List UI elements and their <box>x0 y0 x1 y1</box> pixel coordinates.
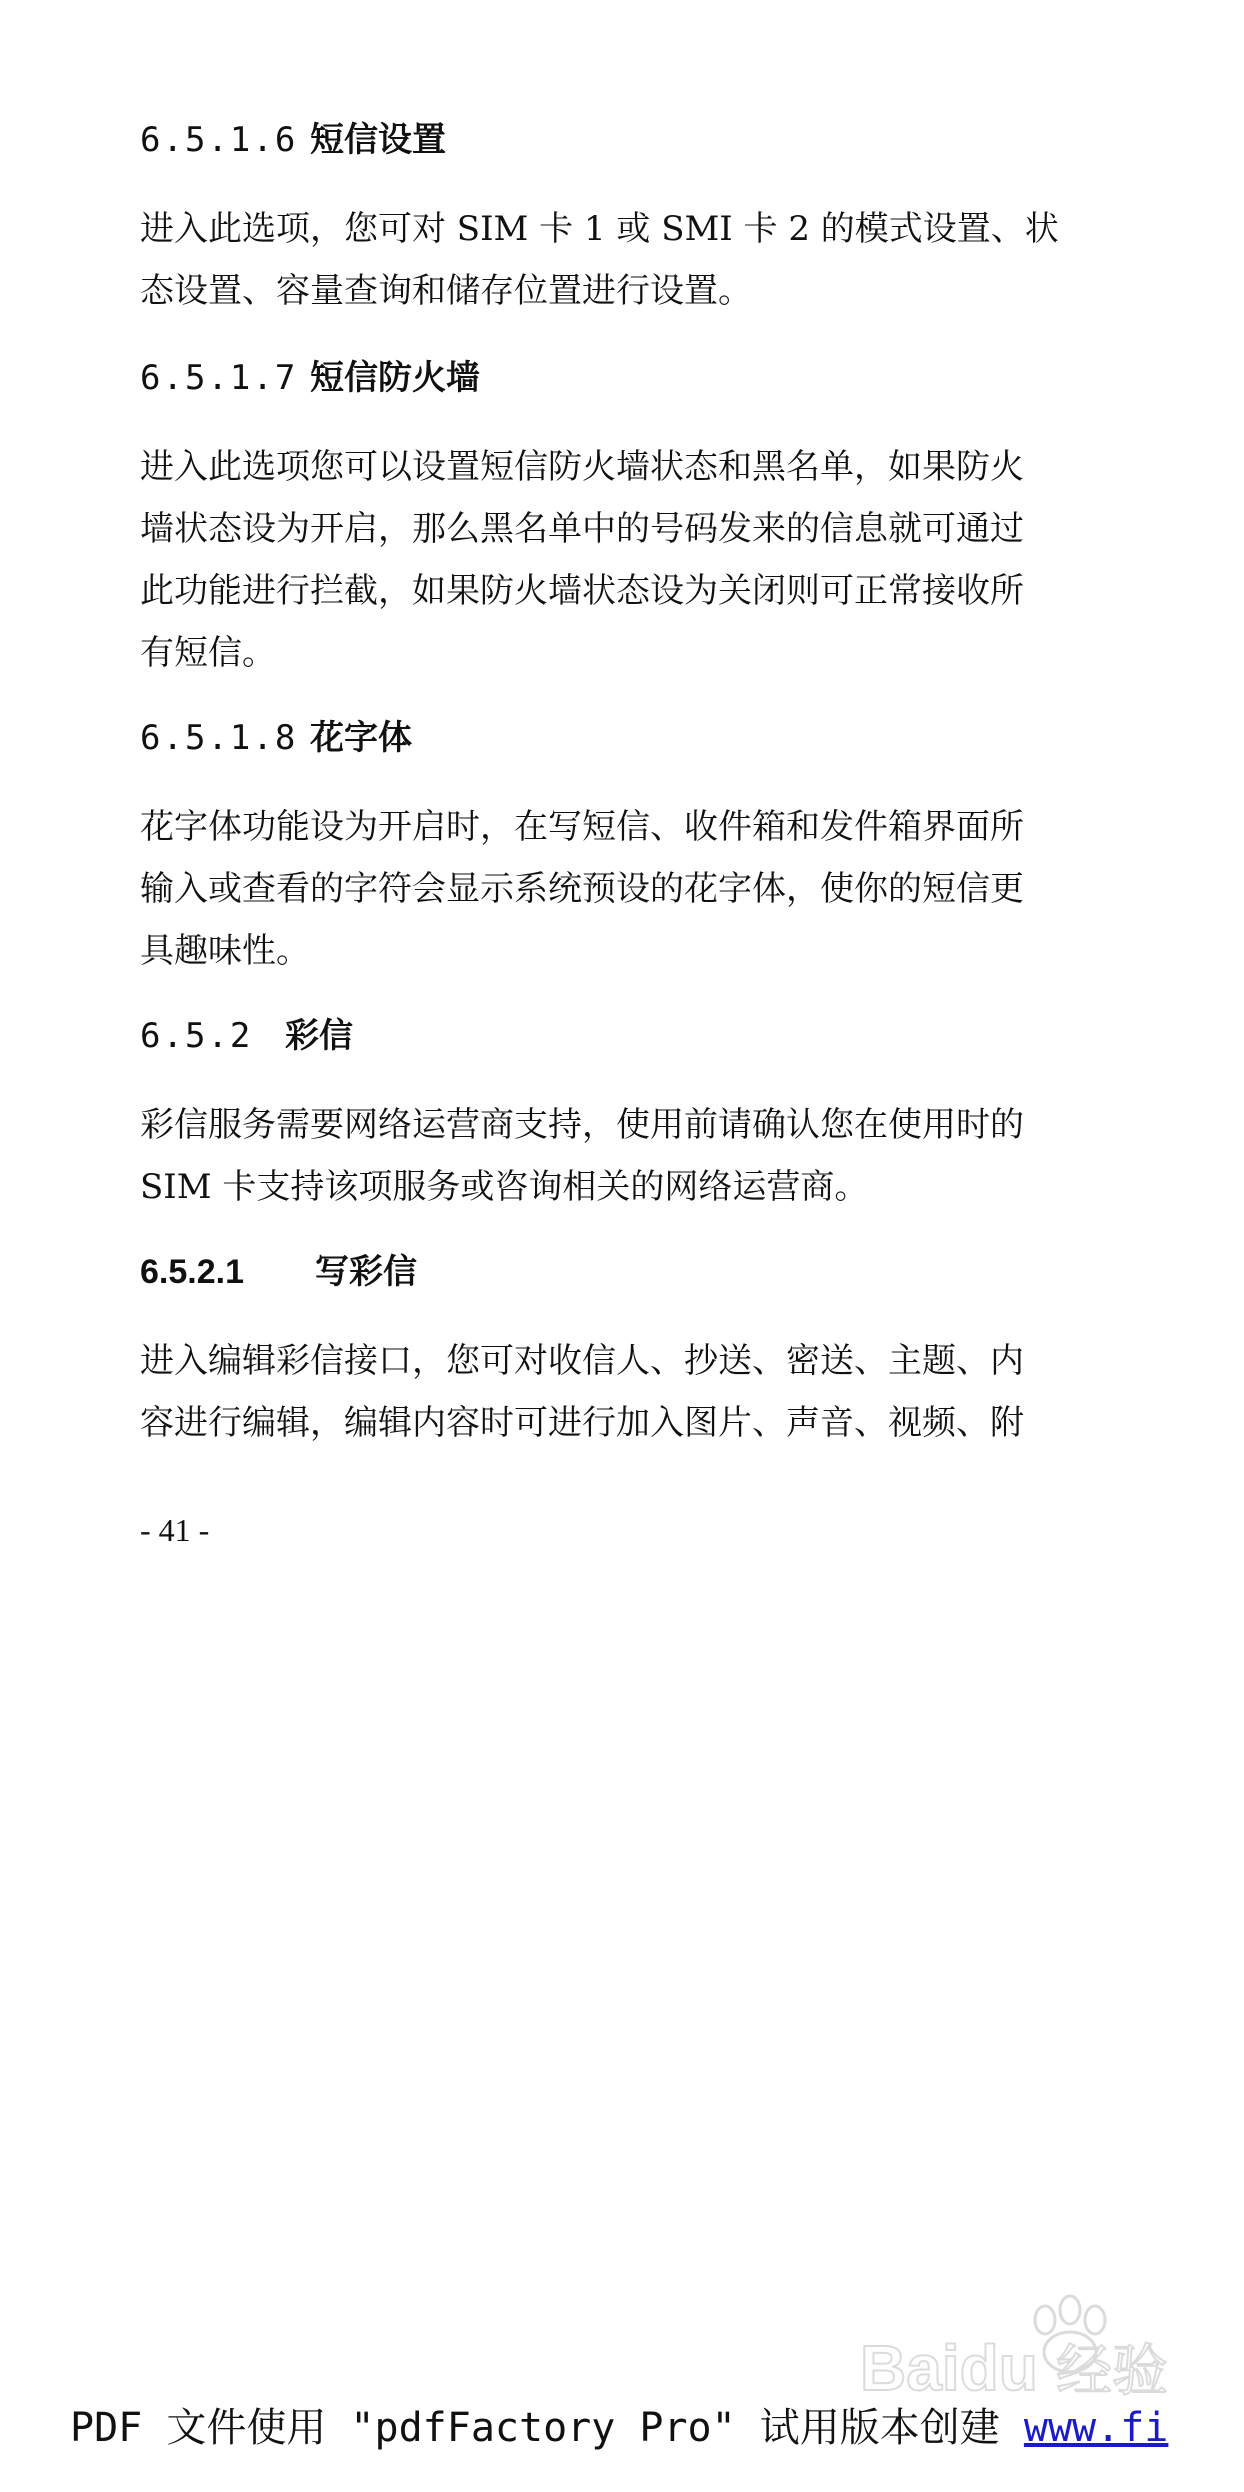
watermark-suffix: 经验 <box>1056 2339 1168 2404</box>
section-paragraph <box>140 436 1080 684</box>
section-heading <box>140 1250 417 1294</box>
section-heading <box>140 716 412 760</box>
paragraph-line: 进入此选项您可以设置短信防火墙状态和黑名单，如果防火 <box>140 447 1024 487</box>
section-heading <box>140 118 446 162</box>
paragraph-line: SIM 卡支持该项服务或咨询相关的网络运营商。 <box>140 1167 869 1207</box>
paragraph-line: 彩信服务需要网络运营商支持，使用前请确认您在使用时的 <box>140 1105 1024 1145</box>
section-paragraph <box>140 1330 1080 1454</box>
section-number: 6.5.1.8 <box>140 718 298 758</box>
footer-text: PDF 文件使用 "pdfFactory Pro" 试用版本创建 <box>70 2405 1024 2451</box>
paragraph-line: 容进行编辑，编辑内容时可进行加入图片、声音、视频、附 <box>140 1403 1024 1443</box>
paragraph-line: 有短信。 <box>140 633 276 673</box>
watermark-brand: Baidu <box>860 2332 1038 2404</box>
section-title: 花字体 <box>310 718 412 758</box>
section-title: 写彩信 <box>315 1252 417 1292</box>
paragraph-line: 态设置、容量查询和储存位置进行设置。 <box>140 271 752 311</box>
page-number: - 41 - <box>140 1512 210 1548</box>
footer-link[interactable]: www.fi <box>1023 2405 1169 2451</box>
section-heading <box>140 1014 353 1058</box>
paragraph-line: 具趣味性。 <box>140 931 310 971</box>
paragraph-line: 输入或查看的字符会显示系统预设的花字体，使你的短信更 <box>140 869 1024 909</box>
section-title: 彩信 <box>285 1016 353 1056</box>
section-paragraph <box>140 796 1080 982</box>
section-title: 短信防火墙 <box>310 358 480 398</box>
section-heading <box>140 356 480 400</box>
paragraph-line: 此功能进行拦截，如果防火墙状态设为关闭则可正常接收所 <box>140 571 1024 611</box>
paragraph-line: 墙状态设为开启，那么黑名单中的号码发来的信息就可通过 <box>140 509 1024 549</box>
pdf-footer <box>70 2400 1244 2456</box>
section-paragraph <box>140 198 1080 322</box>
section-number: 6.5.2 <box>140 1016 253 1056</box>
paragraph-line: 进入编辑彩信接口，您可对收信人、抄送、密送、主题、内 <box>140 1341 1024 1381</box>
section-number: 6.5.2.1 <box>140 1253 244 1291</box>
section-number: 6.5.1.6 <box>140 120 298 160</box>
section-paragraph <box>140 1094 1080 1218</box>
section-title: 短信设置 <box>310 120 446 160</box>
baidu-watermark-logo <box>860 2290 1190 2410</box>
section-number: 6.5.1.7 <box>140 358 298 398</box>
paragraph-line: 花字体功能设为开启时，在写短信、收件箱和发件箱界面所 <box>140 807 1024 847</box>
paragraph-line: 进入此选项，您可对 SIM 卡 1 或 SMI 卡 2 的模式设置、状 <box>140 209 1059 249</box>
